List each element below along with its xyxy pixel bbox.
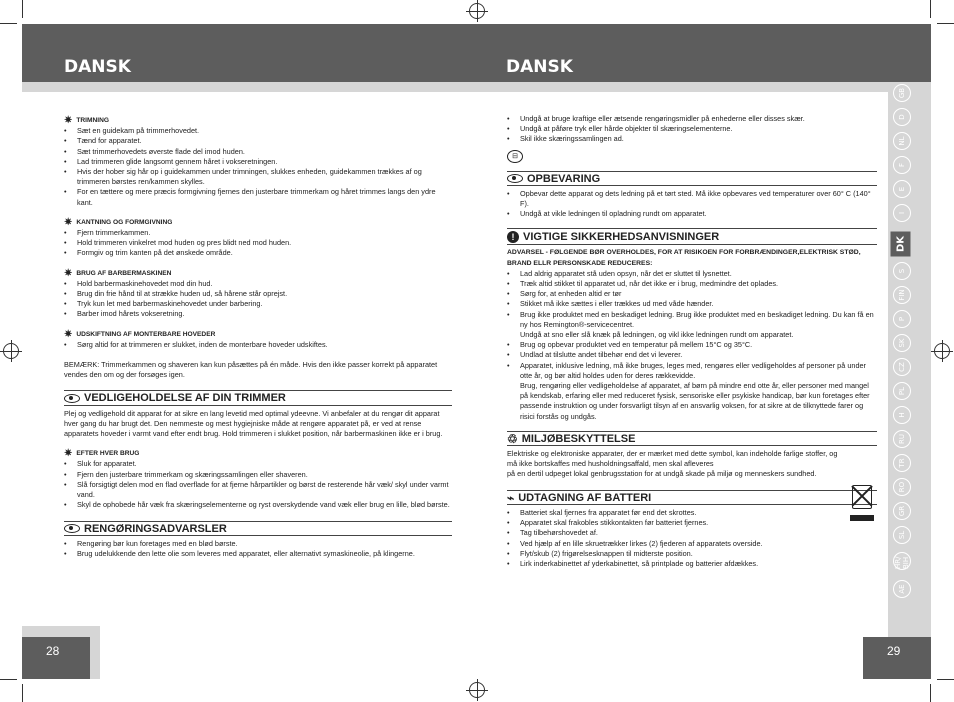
- list-item: • Barber imod hårets vokseretning.: [64, 309, 452, 319]
- language-tab-f[interactable]: F: [893, 156, 911, 174]
- crop-mark: [937, 679, 954, 680]
- cleaning-continued-list: [507, 114, 877, 145]
- subsection-shaver: ✷ BRUG AF BARBERMASKINEN: [64, 267, 172, 279]
- eye-icon: [64, 394, 80, 403]
- trimming-list: [64, 126, 452, 208]
- list-item: • Hvis der hober sig hår op i guidekammen under trimningen, slukkes enheden, guidekammen trækkes af og trimmeren børstes ren/kammen skylles.: [64, 167, 452, 187]
- eye-icon: [507, 174, 523, 183]
- list-item: • Undlad at tilslutte andet tilbehør end det vi leverer.: [507, 350, 877, 360]
- list-item: • Fjern trimmerkammen.: [64, 228, 452, 238]
- list-item: • Sluk for apparatet.: [64, 459, 452, 469]
- list-item: • Tænd for apparatet.: [64, 136, 452, 146]
- crop-mark: [0, 679, 17, 680]
- edging-list: [64, 228, 452, 259]
- environment-paragraph: Elektriske og elektroniske apparater, der er mærket med dette symbol, kan indeholde farlige stoffer, og må ikke bortskaffes med husholdningsaffald, men skal afleveres på en dertil udpeget lokal genbrugsstation for at undgå skade på miljø og menneskers sundhed.: [507, 449, 838, 479]
- right-page-number: 29: [863, 637, 931, 679]
- list-item: • Apparatet, inklusive ledning, må ikke bruges, leges med, rengøres eller vedligeholdes af personer på under otte år, og bør altid holdes uden for deres rækkevidde. Brug, rengøring eller vedligeholdelse af apparatet, af børn på mindre end otte år, eller personer med mangel på kendskab, erfaring eller med reduceret fysisk, sensoriske eller psykiske handicap, bør kun foretages efter passende instruktion og under forsvarligt tilsyn af en ansvarlig voksen, for at sikre at de tilknyttede farer og risici forstås og undgås.: [507, 361, 877, 422]
- right-page-title: DANSK: [506, 57, 573, 77]
- left-page-title: DANSK: [64, 57, 131, 77]
- sun-icon: ✷: [64, 267, 73, 279]
- sun-icon: ✷: [64, 115, 73, 127]
- section-heading-safety: ! VIGTIGE SIKKERHEDSANVISNINGER: [507, 228, 877, 245]
- plug-icon: ⊟: [507, 150, 523, 163]
- list-item: • Brug udelukkende den lette olie som leveres med apparatet, eller alternativt symaskineolie, på klingerne.: [64, 549, 452, 559]
- list-item: • Skyl de ophobede hår væk fra skæringselementerne og ryst overskydende vand væk eller brug en lille, blød børste.: [64, 500, 452, 510]
- crop-mark: [22, 684, 23, 702]
- list-item: • Hold barbermaskinehovedet mod din hud.: [64, 279, 452, 289]
- language-tab-nl[interactable]: NL: [893, 132, 911, 150]
- list-item: • Sørg for, at enheden altid er tør: [507, 289, 877, 299]
- list-item: • Lad aldrig apparatet stå uden opsyn, når det er sluttet til lysnettet.: [507, 269, 877, 279]
- list-item: • Formgiv og trim kanten på det ønskede område.: [64, 248, 452, 258]
- language-tab-p[interactable]: P: [893, 310, 911, 328]
- language-tab-dk[interactable]: DK: [891, 232, 911, 257]
- left-page-number: 28: [22, 637, 90, 679]
- sun-icon: ✷: [64, 328, 73, 340]
- language-tab-e[interactable]: E: [893, 180, 911, 198]
- after-use-list: [64, 459, 452, 510]
- crop-mark: [937, 23, 954, 24]
- left-column: [64, 116, 452, 559]
- registration-mark-right: [934, 343, 950, 359]
- sun-icon: ✷: [64, 216, 73, 228]
- list-item: • Hold trimmeren vinkelret mod huden og pres blidt ned mod huden.: [64, 238, 452, 248]
- shaver-list: [64, 279, 452, 320]
- list-item: • Brug og opbevar produktet ved en temperatur på mellem 15°C og 35°C.: [507, 340, 877, 350]
- list-item: • Slå forsigtigt delen mod en flad overflade for at fjerne hårpartikler og børst de resterende hår væk/ skyl under varmt vand.: [64, 480, 452, 500]
- list-item: • Sæt en guidekam på trimmerhovedet.: [64, 126, 452, 136]
- crop-mark: [930, 0, 931, 18]
- list-item: • Flyt/skub (2) frigørelsesknappen til midterste position.: [507, 549, 877, 559]
- language-tab-sl[interactable]: SL: [893, 526, 911, 544]
- list-item: • Tag tilbehørshovedet af.: [507, 528, 877, 538]
- section-heading-maintenance: VEDLIGEHOLDELSE AF DIN TRIMMER: [64, 390, 452, 405]
- list-item: • Stikket må ikke sættes i eller trækkes ud med våde hænder.: [507, 299, 877, 309]
- list-item: • Tryk kun let med barbermaskinehovedet under barbering.: [64, 299, 452, 309]
- language-tab-i[interactable]: I: [893, 204, 911, 222]
- registration-mark-top: [469, 3, 485, 19]
- section-heading-storage: OPBEVARING: [507, 171, 877, 186]
- list-item: • Apparatet skal frakobles stikkontakten før batteriet fjernes.: [507, 518, 877, 528]
- left-header-band: [22, 82, 476, 92]
- section-heading-cleaning: RENGØRINGSADVARSLER: [64, 521, 452, 536]
- storage-list: [507, 189, 877, 220]
- language-tab-h[interactable]: H: [893, 406, 911, 424]
- language-tab-ro[interactable]: RO: [893, 478, 911, 496]
- subsection-replace-heads: ✷ UDSKIFTNING AF MONTERBARE HOVEDER: [64, 328, 216, 340]
- subsection-after-use: ✷ EFTER HVER BRUG: [64, 448, 140, 460]
- remark-paragraph: BEMÆRK: Trimmerkammen og shaveren kan kun påsættes på én måde. Hvis den ikke passer korrekt på apparatet vendes den om og der forsøges igen.: [64, 360, 438, 380]
- language-tab-hrbih[interactable]: HR/ BIH: [893, 552, 911, 570]
- list-item: • Lad trimmeren glide langsomt gennem håret i vokseretningen.: [64, 157, 452, 167]
- eye-icon: [64, 524, 80, 533]
- list-item: • For en tættere og mere præcis formgivning fjernes den justerbare trimmerkam og håret trimmes langs den ydre kant.: [64, 187, 452, 207]
- list-item: • Undgå at påføre tryk eller hårde objekter til skæringselementerne.: [507, 124, 877, 134]
- list-item: • Sæt trimmerhovedets øverste flade del imod huden.: [64, 147, 452, 157]
- cleaning-list: [64, 539, 452, 559]
- list-item: • Undgå at bruge kraftige eller ætsende rengøringsmidler på enhederne eller disses skær.: [507, 114, 877, 124]
- registration-mark-left: [3, 343, 19, 359]
- list-item: • Batteriet skal fjernes fra apparatet før end det skrottes.: [507, 508, 877, 518]
- safety-list: [507, 269, 877, 422]
- maintenance-paragraph: Plej og vedligehold dit apparat for at sikre en lang levetid med optimal ydeevne. Vi anbefaler at du rengør dit apparat hver gang du har brugt det. Den nemmeste og mest hygiejniske måde at rengøre apparatet på, er ved at rense apparatets hoveder i varmt vand efter endt brug. Hold trimmeren i slukket position, når barbermaskinen ikke er i brug.: [64, 408, 443, 439]
- battery-icon: ⌁: [507, 490, 515, 505]
- list-item: • Brug din frie hånd til at strække huden ud, så hårene står oprejst.: [64, 289, 452, 299]
- replace-list: [64, 340, 452, 350]
- language-tab-tr[interactable]: TR: [893, 454, 911, 472]
- safety-warning: ADVARSEL - FØLGENDE BØR OVERHOLDES, FOR AT RISIKOEN FOR FORBRÆNDINGER,ELEKTRISK STØD, BRAND ELLR PERSONSKADE REDUCERES:: [507, 249, 861, 267]
- right-header-bar: [476, 24, 931, 82]
- language-tab-sk[interactable]: SK: [893, 334, 911, 352]
- right-column: [507, 114, 877, 569]
- language-tab-ae[interactable]: AE: [893, 580, 911, 598]
- language-tab-fin[interactable]: FIN: [893, 286, 911, 304]
- list-item: • Fjern den justerbare trimmerkam og skæringssamlingen eller shaveren.: [64, 470, 452, 480]
- sun-icon: ✷: [64, 448, 73, 460]
- language-tab-gr[interactable]: GR: [893, 502, 911, 520]
- crossed-bin-icon: [848, 483, 876, 523]
- subsection-trimming: ✷ TRIMNING: [64, 115, 109, 127]
- list-item: • Undgå at vikle ledningen til opladning rundt om apparatet.: [507, 209, 877, 219]
- warning-icon: !: [507, 231, 519, 243]
- crop-mark: [0, 23, 17, 24]
- language-tab-d[interactable]: D: [893, 108, 911, 126]
- list-item: • Sørg altid for at trimmeren er slukket, inden de monterbare hoveder udskiftes.: [64, 340, 452, 350]
- language-tab-pl[interactable]: PL: [893, 382, 911, 400]
- language-tab-cz[interactable]: CZ: [893, 358, 911, 376]
- language-tab-s[interactable]: S: [893, 262, 911, 280]
- list-item: • Opbevar dette apparat og dets ledning på et tørt sted. Må ikke opbevares ved temperaturer over 60° C (140° F).: [507, 189, 877, 209]
- list-item: • Ved hjælp af en lille skruetrækker lirkes (2) fjederen af apparatets overside.: [507, 539, 877, 549]
- list-item: • Rengøring bør kun foretages med en blød børste.: [64, 539, 452, 549]
- list-item: • Lirk inderkabinettet af yderkabinettet, så printplade og batterier afdækkes.: [507, 559, 877, 569]
- left-header-bar: [22, 24, 476, 82]
- crop-mark: [930, 684, 931, 702]
- recycle-icon: ♲: [507, 431, 518, 446]
- list-item: • Træk altid stikket til apparatet ud, når det ikke er i brug, medmindre det oplades.: [507, 279, 877, 289]
- list-item: • Brug ikke produktet med en beskadiget ledning. Brug ikke produktet med en beskadiget ledning. Du kan få en ny hos Remington®-servicecentret. Undgå at sno eller slå knæk på ledningen, og vikl ikke ledningen rundt om apparatet.: [507, 310, 877, 341]
- crop-mark: [22, 0, 23, 18]
- subsection-edging: ✷ KANTNING OG FORMGIVNING: [64, 216, 173, 228]
- battery-list: [507, 508, 877, 569]
- registration-mark-bottom: [469, 682, 485, 698]
- right-header-band: [476, 82, 931, 92]
- section-heading-environment: ♲ MILJØBESKYTTELSE: [507, 431, 877, 446]
- language-tab-ru[interactable]: RU: [893, 430, 911, 448]
- language-tab-gb[interactable]: GB: [893, 84, 911, 102]
- list-item: • Skil ikke skæringssamlingen ad.: [507, 134, 877, 144]
- section-heading-battery: ⌁ UDTAGNING AF BATTERI: [507, 490, 877, 505]
